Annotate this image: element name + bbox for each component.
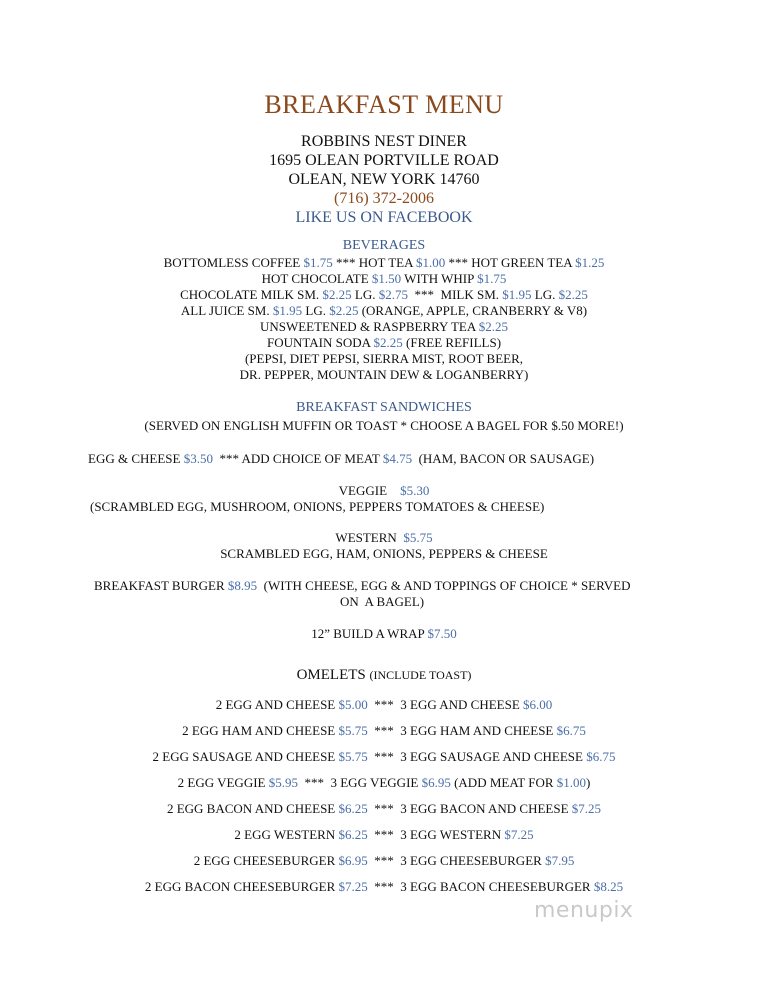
sandwiches-line: [340, 594, 424, 610]
sandwiches-note: (SERVED ON ENGLISH MUFFIN OR TOAST * CHOOSE A BAGEL FOR $.50 MORE!): [144, 418, 624, 433]
item-text: BREAKFAST BURGER: [94, 578, 228, 593]
price: $5.95: [268, 775, 298, 790]
item-text: LG.: [531, 287, 559, 302]
price: $2.75: [378, 287, 409, 302]
beverages-line: [0, 335, 768, 351]
item-text: *** 3 EGG WESTERN: [367, 827, 505, 842]
price: $7.25: [504, 827, 534, 842]
omelets-line: [0, 697, 768, 713]
beverages-line: [0, 303, 768, 319]
item-text: 2 EGG SAUSAGE AND CHEESE: [152, 749, 339, 764]
sandwiches-line: [0, 626, 768, 642]
item-text: 2 EGG AND CHEESE: [215, 697, 339, 712]
price: $6.95: [338, 853, 368, 868]
restaurant-name: ROBBINS NEST DINER: [301, 133, 467, 150]
price: $1.00: [556, 775, 587, 790]
price: $2.25: [478, 319, 509, 334]
item-text: LG.: [302, 303, 330, 318]
sandwiches-line: [0, 546, 768, 562]
price: $2.25: [322, 287, 352, 302]
price: $7.50: [427, 626, 457, 641]
price: $6.95: [421, 775, 451, 790]
item-text: BOTTOMLESS COFFEE: [163, 255, 304, 270]
item-text: (WITH CHEESE, EGG & AND TOPPINGS OF CHOICE * SERVED: [257, 578, 631, 593]
price: $4.75: [382, 451, 413, 466]
price: $5.00: [338, 697, 368, 712]
item-text: 12” BUILD A WRAP: [311, 626, 428, 641]
item-text: EGG & CHEESE: [88, 451, 184, 466]
price: $8.95: [227, 578, 258, 593]
item-text: *** 3 EGG BACON AND CHEESE: [367, 801, 572, 816]
price: $6.00: [523, 697, 553, 712]
item-text: 2 EGG VEGGIE: [177, 775, 269, 790]
item-text: (ADD MEAT FOR: [450, 775, 557, 790]
price: $1.25: [575, 255, 605, 270]
omelets-title: OMELETS: [296, 667, 366, 683]
item-text: *** 3 EGG CHEESEBURGER: [367, 853, 546, 868]
price: $6.75: [556, 723, 586, 738]
sandwiches-line: [0, 483, 768, 499]
item-text: *** 3 EGG VEGGIE: [297, 775, 422, 790]
omelets-heading: [0, 667, 768, 684]
item-text: (HAM, BACON OR SAUSAGE): [412, 451, 595, 466]
omelets-note: (INCLUDE TOAST): [369, 668, 472, 682]
price: $2.25: [329, 303, 359, 318]
price: $5.75: [403, 530, 433, 545]
beverages-line: [0, 271, 768, 287]
price: $1.50: [371, 271, 402, 286]
item-text: VEGGIE: [338, 483, 401, 498]
omelets-line: [0, 853, 768, 869]
omelets-line: [0, 749, 768, 765]
item-text: SCRAMBLED EGG, HAM, ONIONS, PEPPERS & CHEESE: [220, 546, 548, 561]
item-text: 2 EGG BACON CHEESEBURGER: [144, 879, 339, 894]
omelets-line: [0, 723, 768, 739]
beverages-line: [0, 367, 768, 383]
item-text: (SCRAMBLED EGG, MUSHROOM, ONIONS, PEPPERS TOMATOES & CHEESE): [90, 499, 545, 514]
price: $1.95: [272, 303, 303, 318]
address-line-2: OLEAN, NEW YORK 14760: [288, 171, 480, 188]
item-text: *** HOT GREEN TEA: [445, 255, 576, 270]
sandwiches-heading: BREAKFAST SANDWICHES: [296, 400, 472, 415]
item-text: (FREE REFILLS): [402, 335, 502, 350]
price: $1.00: [416, 255, 446, 270]
omelets-line: [0, 801, 768, 817]
price: $1.75: [303, 255, 333, 270]
price: $3.50: [183, 451, 213, 466]
item-text: WITH WHIP: [401, 271, 478, 286]
beverages-line: [0, 319, 768, 335]
price: $1.75: [477, 271, 507, 286]
price: $2.25: [373, 335, 403, 350]
beverages-line: [0, 287, 768, 303]
item-text: ALL JUICE SM.: [180, 303, 273, 318]
price: $6.25: [338, 827, 368, 842]
omelets-line: [0, 879, 768, 895]
item-text: 2 EGG BACON AND CHEESE: [166, 801, 339, 816]
item-text: ): [586, 775, 591, 790]
address-line-1: 1695 OLEAN PORTVILLE ROAD: [269, 152, 499, 169]
price: $5.75: [338, 723, 368, 738]
item-text: (PEPSI, DIET PEPSI, SIERRA MIST, ROOT BEER,: [244, 351, 524, 366]
price: $5.75: [338, 749, 368, 764]
facebook-link[interactable]: LIKE US ON FACEBOOK: [295, 209, 473, 226]
beverages-line: [0, 255, 768, 271]
price: $2.25: [558, 287, 588, 302]
phone-number: (716) 372-2006: [334, 190, 434, 207]
item-text: WESTERN: [335, 530, 404, 545]
item-text: *** 3 EGG BACON CHEESEBURGER: [367, 879, 594, 894]
item-text: LG.: [351, 287, 379, 302]
sandwiches-line: [94, 578, 630, 594]
item-text: *** 3 EGG AND CHEESE: [367, 697, 524, 712]
item-text: *** 3 EGG HAM AND CHEESE: [367, 723, 557, 738]
item-text: DR. PEPPER, MOUNTAIN DEW & LOGANBERRY): [239, 367, 529, 382]
price: $6.75: [586, 749, 616, 764]
item-text: UNSWEETENED & RASPBERRY TEA: [259, 319, 479, 334]
item-text: 2 EGG HAM AND CHEESE: [182, 723, 339, 738]
item-text: CHOCOLATE MILK SM.: [180, 287, 323, 302]
item-text: *** MILK SM.: [408, 287, 503, 302]
sandwiches-line: [0, 530, 768, 546]
beverages-line: [0, 351, 768, 367]
item-text: ON A BAGEL): [340, 594, 425, 609]
price: $1.95: [502, 287, 532, 302]
menu-title: BREAKFAST MENU: [264, 90, 504, 119]
item-text: HOT CHOCOLATE: [261, 271, 372, 286]
price: $8.25: [593, 879, 624, 894]
item-text: (ORANGE, APPLE, CRANBERRY & V8): [358, 303, 588, 318]
price: $7.25: [338, 879, 368, 894]
price: $7.25: [571, 801, 602, 816]
price: $5.30: [400, 483, 430, 498]
item-text: 2 EGG WESTERN: [234, 827, 339, 842]
omelets-line: [0, 775, 768, 791]
price: $6.25: [338, 801, 368, 816]
sandwiches-line: [90, 499, 544, 515]
item-text: FOUNTAIN SODA: [266, 335, 374, 350]
item-text: *** ADD CHOICE OF MEAT: [212, 451, 383, 466]
omelets-line: [0, 827, 768, 843]
beverages-heading: BEVERAGES: [342, 238, 426, 253]
item-text: *** HOT TEA: [332, 255, 417, 270]
price: $7.95: [545, 853, 575, 868]
item-text: *** 3 EGG SAUSAGE AND CHEESE: [367, 749, 587, 764]
sandwiches-line: [88, 451, 594, 467]
item-text: 2 EGG CHEESEBURGER: [193, 853, 339, 868]
menupix-watermark: menupix: [534, 898, 634, 923]
